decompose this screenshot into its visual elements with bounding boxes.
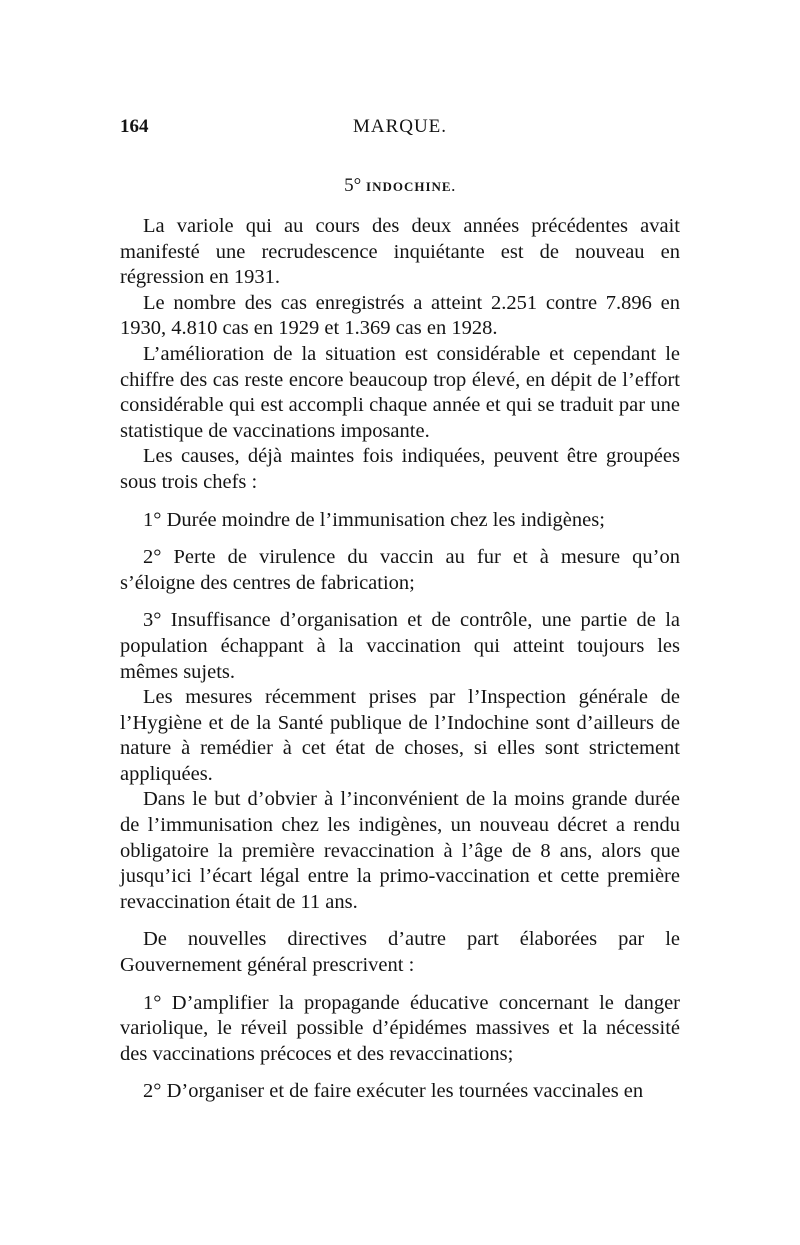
list-item: 2° D’organiser et de faire exécuter les tournées vaccinales en: [143, 1080, 644, 1103]
paragraph: De nouvelles directives d’autre part élaborées par le Gouvernement général prescrivent :: [120, 928, 680, 977]
section-heading: [120, 175, 680, 197]
body-text: [120, 214, 680, 1105]
section-title: INDOCHINE.: [366, 179, 456, 194]
list-item: 1° D’amplifier la propagande éducative concernant le danger variolique, le réveil possible d’épidémes massives et la nécessité des vaccinations précoces et des revaccinations;: [120, 991, 680, 1065]
paragraph: Les causes, déjà maintes fois indiquées, peuvent être groupées sous trois chefs :: [120, 445, 680, 493]
paragraph: Les mesures récemment prises par l’Inspection générale de l’Hygiène et de la Santé publique de l’Indochine sont d’ailleurs de nature à remédier à cet état de choses, si elles sont strictement appliquées.: [120, 686, 680, 785]
list-item: 3° Insuffisance d’organisation et de contrôle, une partie de la population échappant à la vaccination qui atteint toujours les mêmes sujets.: [120, 609, 680, 683]
paragraph: L’amélioration de la situation est considérable et cependant le chiffre des cas reste encore beaucoup trop élevé, en dépit de l’effort considérable qui est accompli chaque année et qui se traduit par une statistique de vaccinations imposante.: [120, 342, 680, 442]
paragraph: La variole qui au cours des deux années précédentes avait manifesté une recrudescence inquiétante est de nouveau en régression en 1931.: [120, 215, 680, 289]
paragraph: Le nombre des cas enregistrés a atteint 2.251 contre 7.896 en 1930, 4.810 cas en 1929 et 1.369 cas en 1928.: [120, 291, 680, 340]
running-title: MARQUE.: [352, 116, 448, 137]
paragraph: Dans le but d’obvier à l’inconvénient de la moins grande durée de l’immunisation chez les indigènes, un nouveau décret a rendu obligatoire la première revaccination à l’âge de 8 ans, alors que jusqu’ici l’écart légal entre la primo-vaccination et cette première revaccination était de 11 ans.: [120, 788, 680, 913]
running-header: [120, 116, 680, 142]
page-number: 164: [120, 116, 149, 137]
section-number: 5°: [344, 175, 362, 196]
list-item: 2° Perte de virulence du vaccin au fur et à mesure qu’on s’éloigne des centres de fabrication;: [120, 546, 680, 594]
list-item: 1° Durée moindre de l’immunisation chez les indigènes;: [143, 508, 605, 531]
